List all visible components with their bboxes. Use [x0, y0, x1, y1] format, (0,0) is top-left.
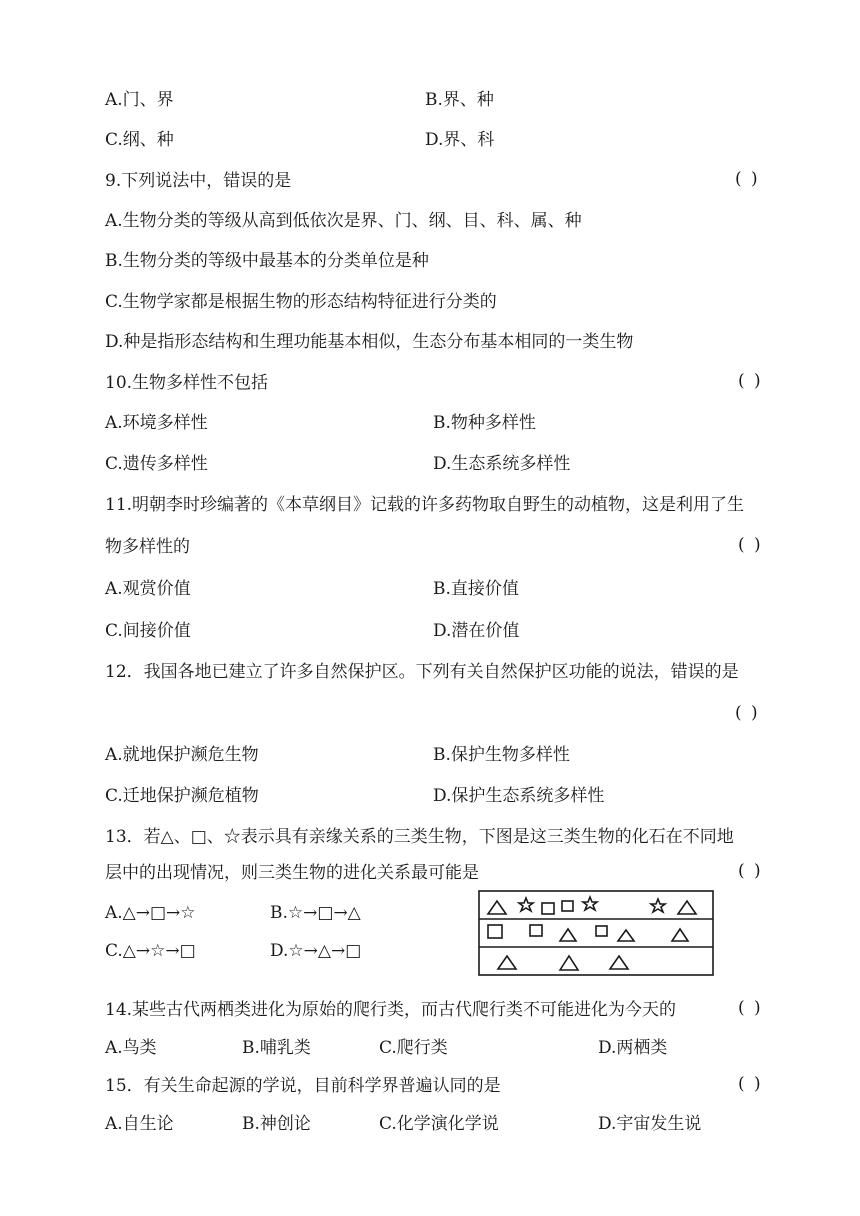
fossil-strata-diagram: [478, 890, 714, 976]
q11-stem-line2: 物多样性的: [105, 537, 190, 557]
q9-option-d: D.种是指形态结构和生理功能基本相似，生态分布基本相同的一类生物: [105, 332, 634, 352]
q15-answer-paren: ( ): [738, 1074, 763, 1094]
triangle-fossil: [672, 929, 688, 941]
q8-option-d: D.界、科: [425, 130, 495, 150]
q13-option-b: B.☆→□→△: [270, 903, 361, 923]
q8-option-a: A.门、界: [105, 90, 174, 110]
triangle-fossil: [498, 956, 516, 969]
q11-option-d: D.潜在价值: [433, 621, 520, 641]
q9-answer-paren: ( ): [735, 169, 760, 189]
q12-stem: 12．我国各地已建立了许多自然保护区。下列有关自然保护区功能的说法，错误的是: [105, 662, 739, 682]
square-fossil: [530, 925, 542, 936]
q10-option-c: C.遗传多样性: [105, 454, 208, 474]
q15-option-a: A.自生论: [105, 1114, 174, 1134]
q13-option-a: A.△→□→☆: [105, 903, 196, 923]
q13-stem-line1: 13．若△、□、☆表示具有亲缘关系的三类生物，下图是这三类生物的化石在不同地: [105, 827, 734, 847]
square-fossil: [562, 901, 573, 911]
q14-answer-paren: ( ): [738, 998, 763, 1018]
q12-option-a: A.就地保护濒危生物: [105, 745, 259, 765]
triangle-fossil: [678, 901, 696, 914]
q11-option-c: C.间接价值: [105, 621, 191, 641]
q13-stem-line2: 层中的出现情况，则三类生物的进化关系最可能是: [105, 863, 479, 883]
star-fossil: [651, 899, 665, 912]
q11-stem-line1: 11.明朝李时珍编著的《本草纲目》记载的许多药物取自野生的动植物，这是利用了生: [105, 495, 745, 515]
q9-option-a: A.生物分类的等级从高到低依次是界、门、纲、目、科、属、种: [105, 211, 582, 231]
q14-stem: 14.某些古代两栖类进化为原始的爬行类，而古代爬行类不可能进化为今天的: [105, 1000, 677, 1020]
q10-option-a: A.环境多样性: [105, 413, 208, 433]
q10-option-d: D.生态系统多样性: [433, 454, 571, 474]
q8-option-c: C.纲、种: [105, 130, 174, 150]
strata-layer-top: [488, 897, 696, 914]
q13-answer-paren: ( ): [738, 861, 763, 881]
q14-option-b: B.哺乳类: [242, 1038, 311, 1058]
square-fossil: [596, 926, 607, 936]
q14-option-a: A.鸟类: [105, 1038, 157, 1058]
q15-option-b: B.神创论: [242, 1114, 311, 1134]
q11-answer-paren: ( ): [738, 535, 763, 555]
q12-option-c: C.迁地保护濒危植物: [105, 786, 259, 806]
q12-answer-paren: ( ): [735, 703, 760, 723]
star-fossil: [583, 897, 597, 910]
q11-option-a: A.观赏价值: [105, 579, 191, 599]
q9-stem: 9.下列说法中，错误的是: [105, 171, 292, 191]
q13-option-d: D.☆→△→□: [270, 941, 362, 961]
q9-option-b: B.生物分类的等级中最基本的分类单位是种: [105, 251, 429, 271]
triangle-fossil: [618, 930, 634, 941]
strata-layer-middle: [488, 925, 688, 941]
q10-option-b: B.物种多样性: [433, 413, 536, 433]
triangle-fossil: [560, 956, 578, 970]
strata-layer-bottom: [498, 956, 628, 970]
triangle-fossil: [488, 901, 506, 914]
q15-option-d: D.宇宙发生说: [598, 1114, 702, 1134]
square-fossil: [488, 925, 502, 938]
q10-stem: 10.生物多样性不包括: [105, 373, 269, 393]
triangle-fossil: [610, 956, 628, 969]
q14-option-c: C.爬行类: [379, 1038, 448, 1058]
star-fossil: [519, 898, 533, 911]
q15-stem: 15．有关生命起源的学说，目前科学界普遍认同的是: [105, 1076, 501, 1096]
q13-option-c: C.△→☆→□: [105, 941, 196, 961]
q15-option-c: C.化学演化学说: [379, 1114, 499, 1134]
square-fossil: [542, 903, 554, 914]
q14-option-d: D.两栖类: [598, 1038, 668, 1058]
q10-answer-paren: ( ): [738, 371, 763, 391]
q8-option-b: B.界、种: [425, 90, 494, 110]
q12-option-d: D.保护生态系统多样性: [433, 786, 605, 806]
q9-option-c: C.生物学家都是根据生物的形态结构特征进行分类的: [105, 292, 497, 312]
triangle-fossil: [560, 929, 576, 941]
q11-option-b: B.直接价值: [433, 579, 519, 599]
q12-option-b: B.保护生物多样性: [433, 745, 570, 765]
